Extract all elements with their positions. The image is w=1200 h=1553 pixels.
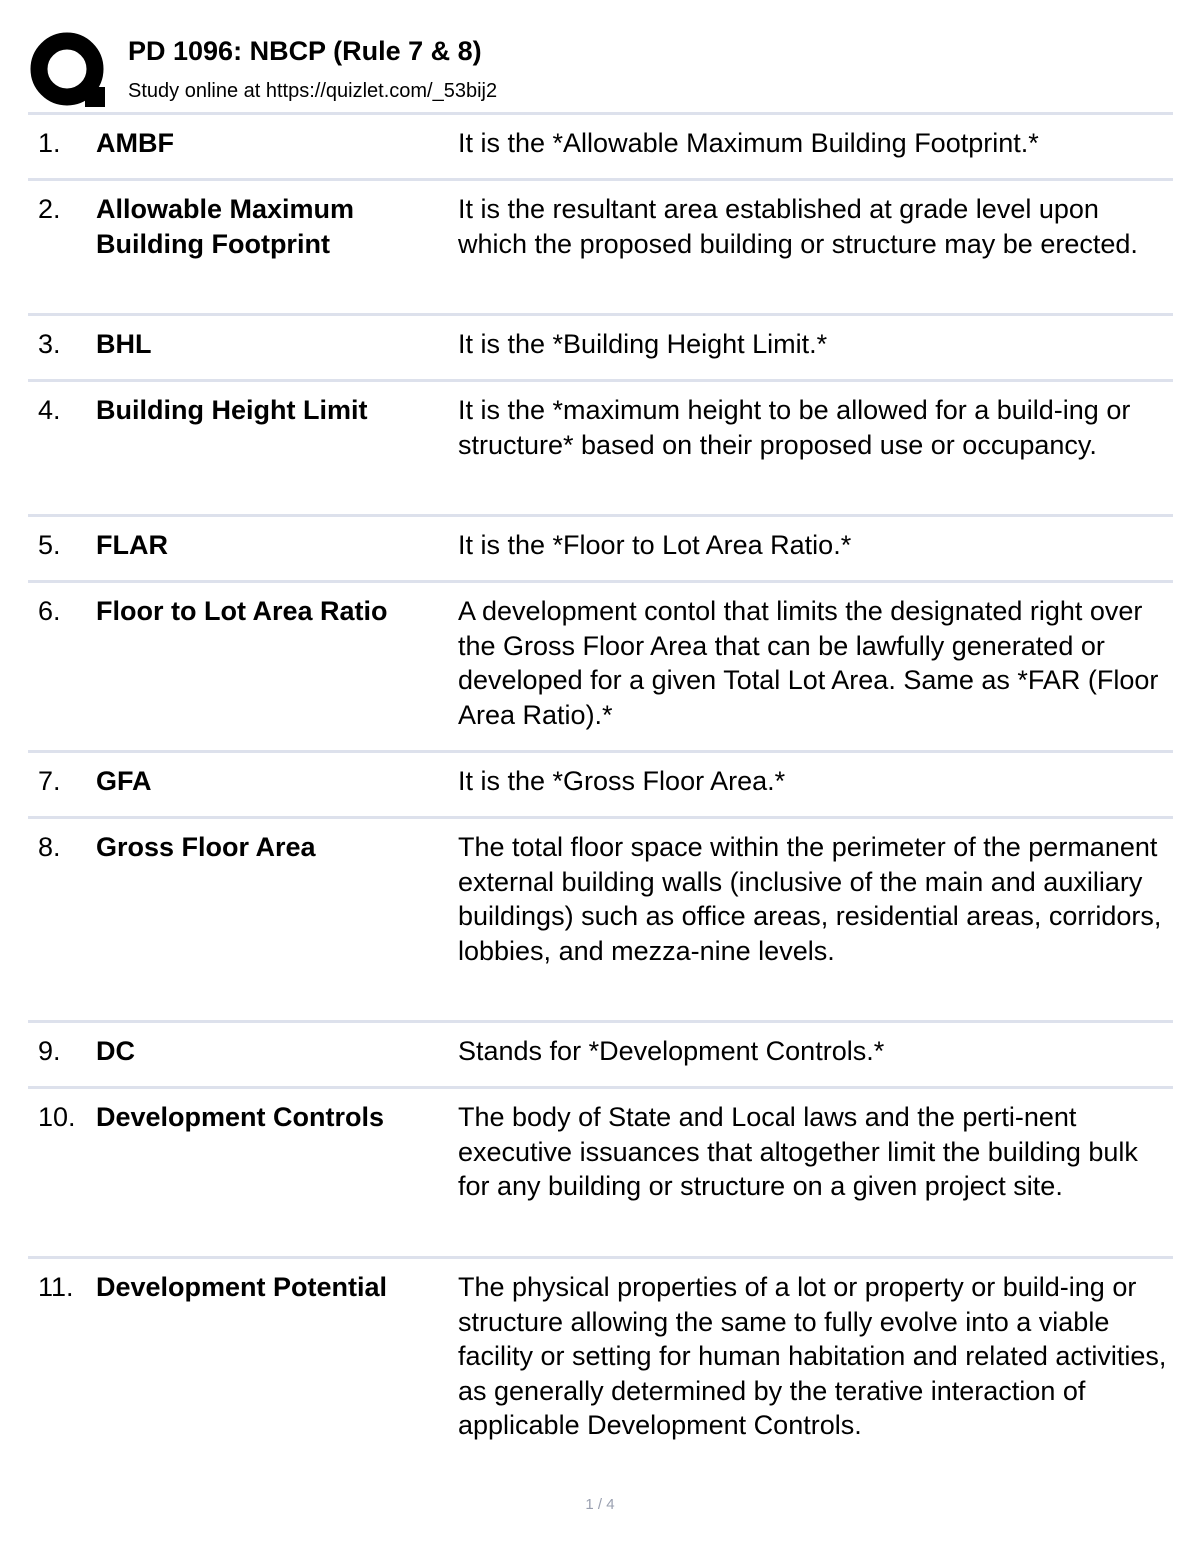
card-row: [28, 819, 1173, 1023]
card-row: [28, 382, 1173, 517]
card-definition: A development contol that limits the designated right over the Gross Floor Area that can be lawfully generated or developed for a given Total Lot Area. Same as *FAR (Floor Area Ratio).*: [458, 596, 1159, 730]
card-term: BHL: [96, 329, 152, 359]
card-row: [28, 1023, 1173, 1089]
card-definition: It is the *Floor to Lot Area Ratio.*: [458, 530, 852, 560]
study-online-link[interactable]: Study online at https://quizlet.com/_53bij2: [128, 80, 498, 102]
card-row: [28, 181, 1173, 316]
card-term: Allowable Maximum Building Footprint: [96, 194, 355, 259]
card-row: [28, 1089, 1173, 1259]
card-row: [28, 583, 1173, 753]
document-header: [30, 30, 1172, 110]
card-row: [28, 115, 1173, 181]
card-definition: It is the *Building Height Limit.*: [458, 329, 828, 359]
card-term: DC: [96, 1036, 135, 1066]
card-definition: The physical properties of a lot or property or build-ing or structure allowing the same to fully evolve into a viable facility or setting for human habitation and related activities, as generally determined by the terative interaction of applicable Development Controls.: [458, 1272, 1167, 1440]
card-term: FLAR: [96, 530, 168, 560]
card-term: Floor to Lot Area Ratio: [96, 596, 388, 626]
card-number: 9.: [38, 1036, 61, 1066]
card-definition: Stands for *Development Controls.*: [458, 1036, 885, 1066]
card-number: 5.: [38, 530, 61, 560]
card-row: [28, 1259, 1173, 1479]
document-title: PD 1096: NBCP (Rule 7 & 8): [128, 36, 482, 66]
card-number: 3.: [38, 329, 61, 359]
card-row: [28, 517, 1173, 583]
card-term: Development Controls: [96, 1102, 385, 1132]
card-number: 8.: [38, 832, 61, 862]
card-number: 11.: [38, 1272, 74, 1302]
card-definition: It is the *Allowable Maximum Building Footprint.*: [458, 128, 1039, 158]
quizlet-q-logo-icon: [30, 32, 108, 110]
card-number: 1.: [38, 128, 61, 158]
card-term: GFA: [96, 766, 152, 796]
card-term: Gross Floor Area: [96, 832, 316, 862]
card-row: [28, 316, 1173, 382]
card-term: Building Height Limit: [96, 395, 368, 425]
card-definition: It is the *maximum height to be allowed for a build-ing or structure* based on their proposed use or occupancy.: [458, 395, 1131, 460]
card-definition: It is the resultant area established at grade level upon which the proposed building or structure may be erected.: [458, 194, 1138, 259]
page-number: 1 / 4: [585, 1496, 615, 1513]
card-number: 7.: [38, 766, 61, 796]
card-definition: The body of State and Local laws and the perti-nent executive issuances that altogether limit the building bulk for any building or structure on a given project site.: [458, 1102, 1138, 1201]
card-definition: The total floor space within the perimeter of the permanent external building walls (inclusive of the main and auxiliary buildings) such as office areas, residential areas, corridors, lobbies, and mezza-nine levels.: [458, 832, 1162, 966]
card-number: 10.: [38, 1102, 76, 1132]
card-term: Development Potential: [96, 1272, 388, 1302]
card-number: 6.: [38, 596, 61, 626]
card-number: 4.: [38, 395, 61, 425]
card-row: [28, 753, 1173, 819]
card-term: AMBF: [96, 128, 174, 158]
card-definition: It is the *Gross Floor Area.*: [458, 766, 786, 796]
flashcard-list: [28, 115, 1173, 1479]
card-number: 2.: [38, 194, 61, 224]
